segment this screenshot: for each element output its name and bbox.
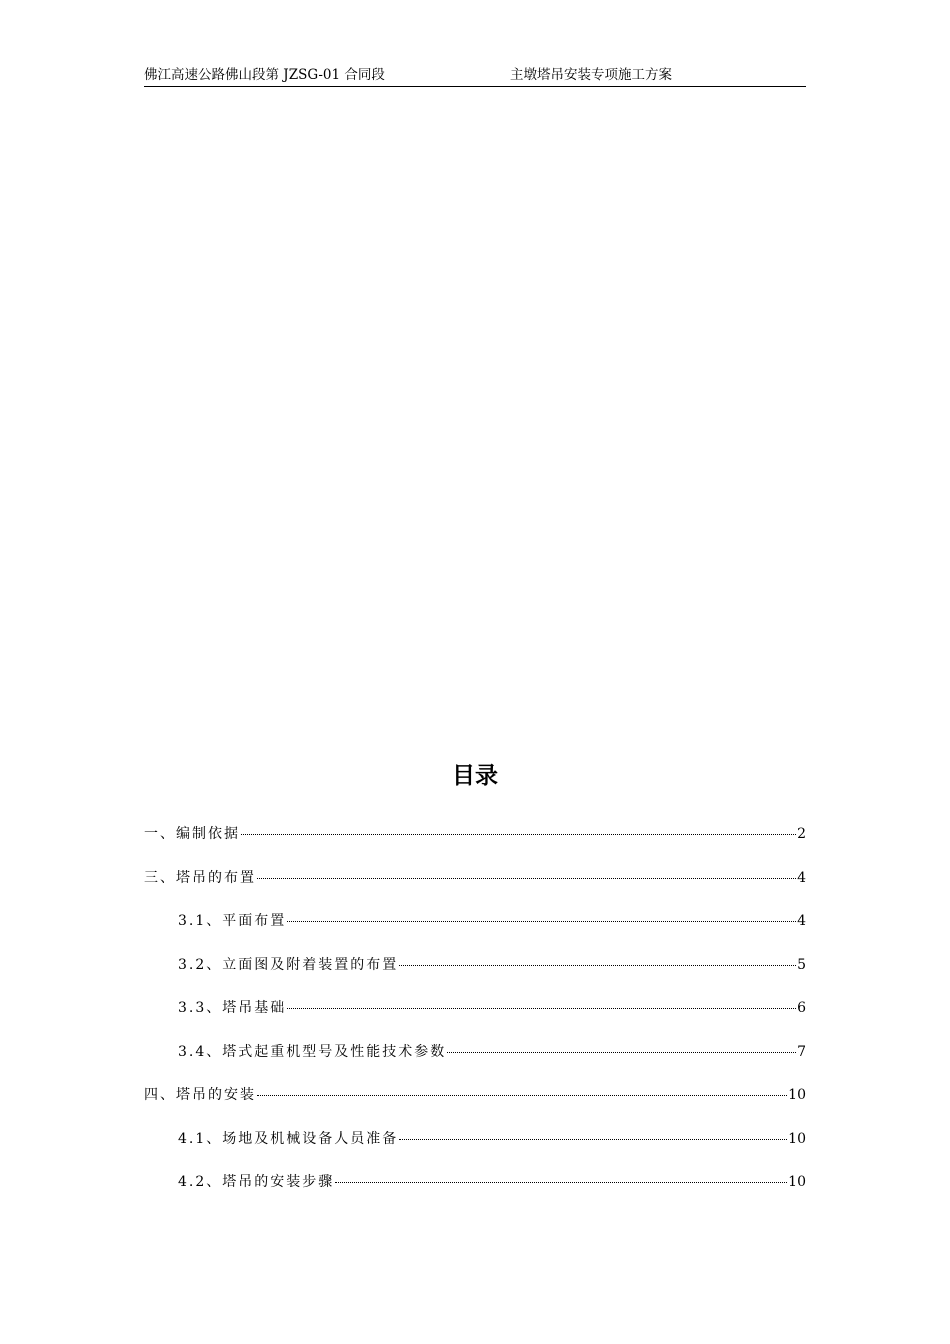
toc-entry-page-number: 10 (788, 1087, 806, 1103)
toc-entry-page-number: 10 (788, 1131, 806, 1147)
toc-entry-page-number: 4 (797, 913, 806, 929)
toc-dot-leader (287, 907, 796, 922)
toc-entry-page-number: 10 (788, 1174, 806, 1190)
toc-title: 目录 (452, 763, 498, 789)
toc-entry-label: 三、塔吊的布置 (144, 870, 256, 886)
toc-entry-label: 一、编制依据 (144, 826, 240, 842)
toc-entry-label: 3.2、立面图及附着装置的布置 (178, 957, 399, 973)
toc-entry[interactable] (178, 997, 806, 1017)
header-left-text: 佛江高速公路佛山段第 JZSG-01 合同段 (144, 67, 385, 83)
toc-entry-page-number: 7 (797, 1044, 806, 1060)
toc-entry-label: 4.2、塔吊的安装步骤 (178, 1174, 335, 1190)
toc-dot-leader (399, 951, 796, 966)
toc-entry[interactable] (178, 1128, 806, 1148)
toc-dot-leader (257, 1081, 787, 1096)
toc-entry-label: 3.3、塔吊基础 (178, 1000, 287, 1016)
toc-dot-leader (257, 864, 796, 879)
toc-dot-leader (335, 1168, 787, 1183)
toc-entry-label: 3.1、平面布置 (178, 913, 287, 929)
toc-entry-page-number: 2 (797, 826, 806, 842)
toc-dot-leader (241, 820, 796, 835)
header-right-text: 主墩塔吊安装专项施工方案 (510, 67, 672, 83)
toc-dot-leader (447, 1038, 796, 1053)
toc-entry[interactable] (178, 910, 806, 930)
toc-entry-page-number: 6 (797, 1000, 806, 1016)
toc-entry[interactable] (178, 1171, 806, 1191)
toc-entry[interactable] (144, 823, 806, 843)
toc-entry[interactable] (178, 1041, 806, 1061)
page-header (144, 66, 806, 87)
toc-entry[interactable] (178, 954, 806, 974)
toc-dot-leader (399, 1125, 787, 1140)
toc-dot-leader (287, 994, 796, 1009)
toc-entry-label: 四、塔吊的安装 (144, 1087, 256, 1103)
toc-entry-page-number: 5 (797, 957, 806, 973)
toc-entry-page-number: 4 (797, 870, 806, 886)
toc-entry-label: 4.1、场地及机械设备人员准备 (178, 1131, 399, 1147)
toc-entry-label: 3.4、塔式起重机型号及性能技术参数 (178, 1044, 447, 1060)
toc-entry[interactable] (144, 1084, 806, 1104)
toc-entry[interactable] (144, 867, 806, 887)
